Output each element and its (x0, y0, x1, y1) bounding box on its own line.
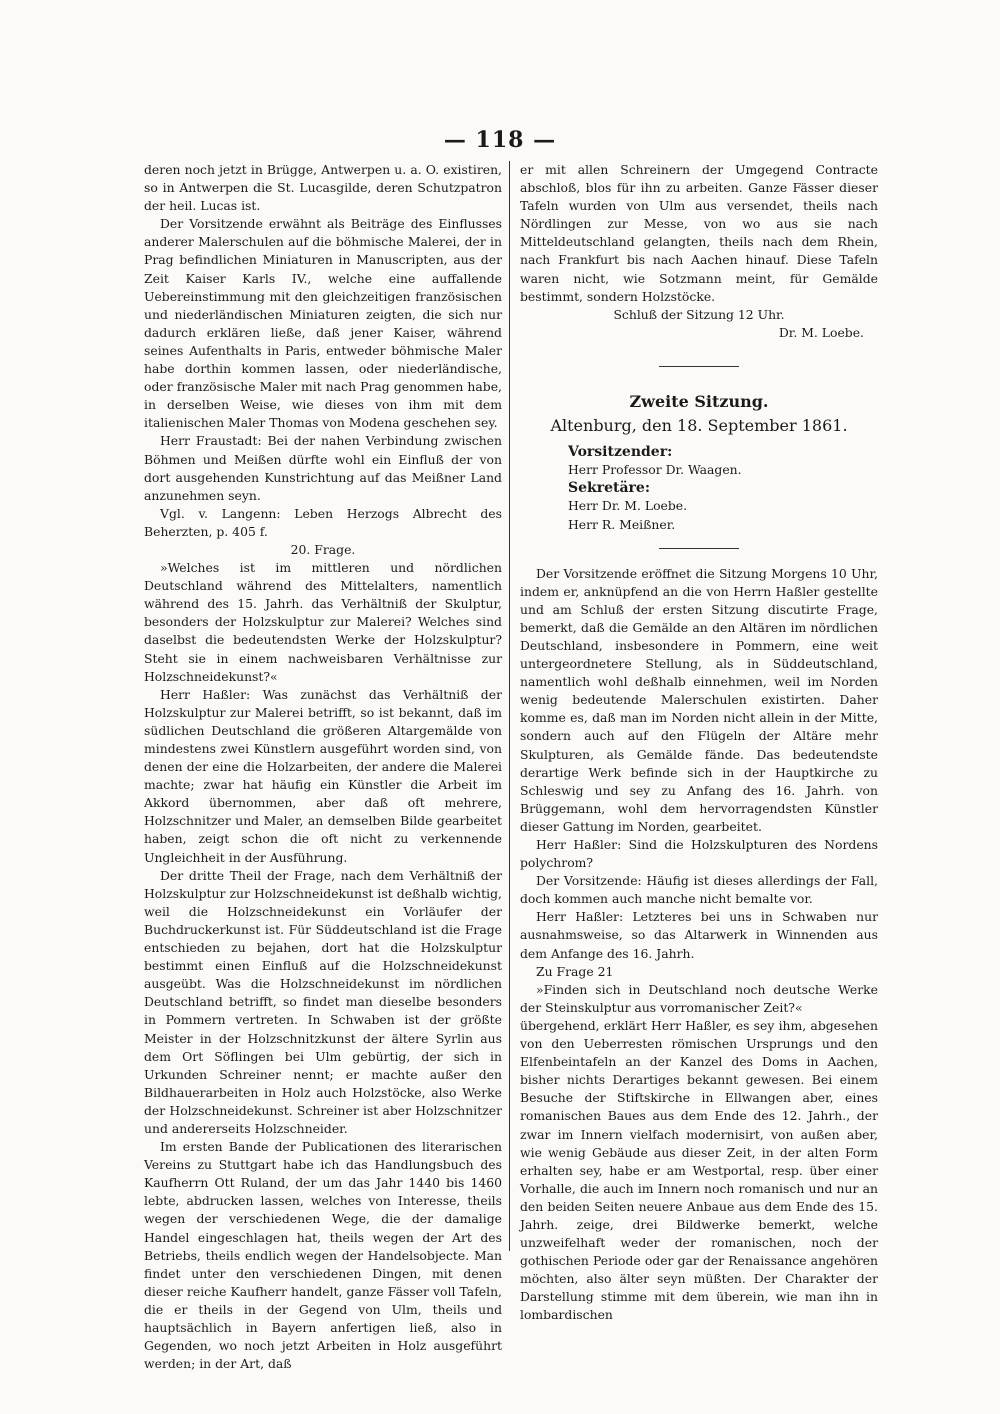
paragraph: Herr Haßler: Sind die Holzskulpturen des Nordens polychrom? (520, 837, 878, 871)
paragraph: Herr Fraustadt: Bei der nahen Verbindung zwischen Böhmen und Meißen dürfte wohl ein Einfluß der von dort ausgehenden Kunstrichtung auf das Meißner Land anzunehmen seyn. (144, 433, 502, 503)
paragraph: deren noch jetzt in Brügge, Antwerpen u. a. O. existiren, so in Antwerpen die St. Lucasgilde, deren Schutzpatron der heil. Lucas ist. (144, 162, 502, 214)
session-place-date: Altenburg, den 18. September 1861. (550, 416, 848, 436)
paragraph: Vgl. v. Langenn: Leben Herzogs Albrecht des Beherzten, p. 405 f. (144, 505, 502, 539)
closing-line: Schluß der Sitzung 12 Uhr. (613, 306, 785, 322)
secretary-name: Herr R. Meißner. (568, 516, 676, 532)
paragraph: Der dritte Theil der Frage, nach dem Verhältniß der Holzskulptur zur Holzschneidekunst ist deßhalb wichtig, weil die Holzschneidekunst ein Vorläufer der Buchdruckerkunst ist. Für Süddeutschland ist die Frage entschieden zu bejahen, dort hat die Holzskulptur bestimmt einen Einfluß auf die Holzschneidekunst ausgeübt. Was die Holzschneidekunst im nördlichen Deutschland betrifft, so findet man dieselbe besonders in Pommern vertreten. In Schwaben ist der größte Meister in der Holzschnitzkunst der ältere Syrlin aus dem Ort Söflingen bei Ulm gebürtig, der sich in Urkunden Schreiner nennt; er machte außer den Bildhauerarbeiten in Holz auch Holzstöcke, also Werke der Holzschneidekunst. Schreiner ist aber Holzschnitzer und andererseits Holzschneider. (144, 867, 502, 1136)
chair-name: Herr Professor Dr. Waagen. (568, 462, 742, 478)
question-heading: 20. Frage. (290, 541, 356, 557)
paragraph: Der Vorsitzende: Häufig ist dieses allerdings der Fall, doch kommen auch manche nicht bemalte vor. (520, 873, 878, 907)
secretary-name: Herr Dr. M. Loebe. (568, 498, 688, 514)
paragraph: Der Vorsitzende eröffnet die Sitzung Morgens 10 Uhr, indem er, anknüpfend an die von Herrn Haßler gestellte und am Schluß der ersten Sitzung discutirte Frage, bemerkt, daß die Gemälde an den Altären im nördlichen Deutschland, insbesondere in Pommern, eine weit untergeordnetere Stellung, als in Süddeutschland, namentlich wohl deßhalb einnehmen, weil im Norden wenig bedeutende Malerschulen existirten. Daher komme es, daß man im Norden nicht allein in der Mitte, sondern auch auf den Flügeln der Altäre mehr Skulpturen, als Gemälde fände. Das bedeutendste derartige Werk befinde sich in der Hauptkirche zu Schleswig und sey zu Anfang des 16. Jahrh. von Brüggemann, wohl dem hervorragendsten Künstler dieser Gattung im Norden, gearbeitet. (520, 565, 878, 834)
paragraph: Herr Haßler: Was zunächst das Verhältniß der Holzskulptur zur Malerei betrifft, so ist bekannt, daß im südlichen Deutschland die größeren Altargemälde von mindestens zwei Künstlern ausgeführt worden sind, von denen der eine die Holzarbeiten, der andere die Malerei machte; zwar hat häufig ein Künstler die Arbeit im Akkord übernommen, aber daß oft mehrere, Holzschnitzer und Maler, an demselben Bilde gearbeitet haben, zeigt schon die oft nicht zu verkennende Ungleichheit in der Ausführung. (144, 686, 502, 865)
column-divider (509, 161, 510, 1251)
signature: Dr. M. Loebe. (778, 324, 864, 340)
page-number: — 118 — (443, 127, 557, 153)
chair-label: Vorsitzender: (568, 444, 673, 461)
paragraph: Der Vorsitzende erwähnt als Beiträge des Einflusses anderer Malerschulen auf die böhmische Malerei, der in Prag befindlichen Miniaturen in Manuscripten, aus der Zeit Kaiser Karls IV., welche eine auffallende Uebereinstimmung mit den gleichzeitigen französischen und niederländischen Miniaturen zeigten, die sich nur dadurch erklären ließe, daß jener Kaiser, während seines Aufenthalts in Paris, entweder böhmische Maler habe dorthin kommen lassen, oder niederländische, oder französische Maler mit nach Prag genommen habe, in derselben Weise, wie dieses von ihm mit dem italienischen Maler Thomas von Modena geschehen sey. (144, 216, 502, 431)
paragraph: übergehend, erklärt Herr Haßler, es sey ihm, abgesehen von den Ueberresten römischen Ursprungs und den Elfenbeintafeln an der Kanzel des Doms in Aachen, bisher nichts Derartiges bekannt gewesen. Bei einem Besuche der Stiftskirche in Ellwangen aber, eines romanischen Baues aus dem Ende des 12. Jahrh., der zwar im Innern vielfach modernisirt, von außen aber, wie wenig Gebäude aus dieser Zeit, in der alten Form erhalten sey, habe er am Westportal, resp. über einer Vorhalle, die auch im Innern noch romanisch und nur an den beiden Seiten neuere Anbaue aus dem Ende des 15. Jahrh. zeige, drei Bildwerke bemerkt, welche unzweifelhaft weder der romanischen, noch der gothischen Periode oder gar der Renaissance angehören möchten, also älter seyn müßten. Der Charakter der Darstellung stimme mit dem überein, wie man ihn in lombardischen (520, 1017, 878, 1323)
question-quote: »Welches ist im mittleren und nördlichen Deutschland während des Mittelalters, namentlich während des 15. Jahrh. das Verhältniß der Skulptur, besonders der Holzskulptur zur Malerei? Welches sind daselbst die bedeutendsten Werke der Holzskulptur? Steht sie in einem nachweisbaren Verhältnisse zur Holzschneidekunst?« (144, 560, 502, 684)
paragraph: Im ersten Bande der Publicationen des literarischen Vereins zu Stuttgart habe ich das Handlungsbuch des Kaufherrn Ott Ruland, der um das Jahr 1440 bis 1460 lebte, abdrucken lassen, welches von Interesse, theils wegen der verschiedenen Wege, die der damalige Handel eingeschlagen hat, theils wegen der Art des Betriebs, theils endlich wegen der Handelsobjecte. Man findet unter den verschiedenen Dingen, mit denen dieser reiche Kaufherr handelt, ganze Fässer voll Tafeln, die er theils in der Gegend von Ulm, theils und hauptsächlich in Bayern anfertigen ließ, also in Gegenden, wo noch jetzt Arbeiten in Holz ausgeführt werden; in der Art, daß (144, 1139, 502, 1372)
paragraph: Herr Haßler: Letzteres bei uns in Schwaben nur ausnahmsweise, so das Altarwerk in Winnenden aus dem Anfange des 16. Jahrh. (520, 909, 878, 961)
paragraph: Zu Frage 21 (536, 963, 614, 979)
session-title: Zweite Sitzung. (629, 391, 769, 411)
secretaries-label: Sekretäre: (568, 480, 650, 497)
left-column (144, 161, 502, 1373)
right-column (520, 161, 878, 1325)
question-quote: »Finden sich in Deutschland noch deutsche Werke der Steinskulptur aus vorromanischer Zeit?« (520, 981, 878, 1015)
section-divider (659, 366, 739, 367)
section-divider (659, 548, 739, 549)
paragraph: er mit allen Schreinern der Umgegend Contracte abschloß, blos für ihn zu arbeiten. Ganze Fässer dieser Tafeln wurden von Ulm aus versendet, theils nach Nördlingen zur Messe, von wo aus sie nach Mitteldeutschland gelangten, theils nach dem Rhein, nach Frankfurt bis nach Aachen hinauf. Diese Tafeln waren nicht, wie Sotzmann meint, für Gemälde bestimmt, sondern Holzstöcke. (520, 162, 878, 304)
